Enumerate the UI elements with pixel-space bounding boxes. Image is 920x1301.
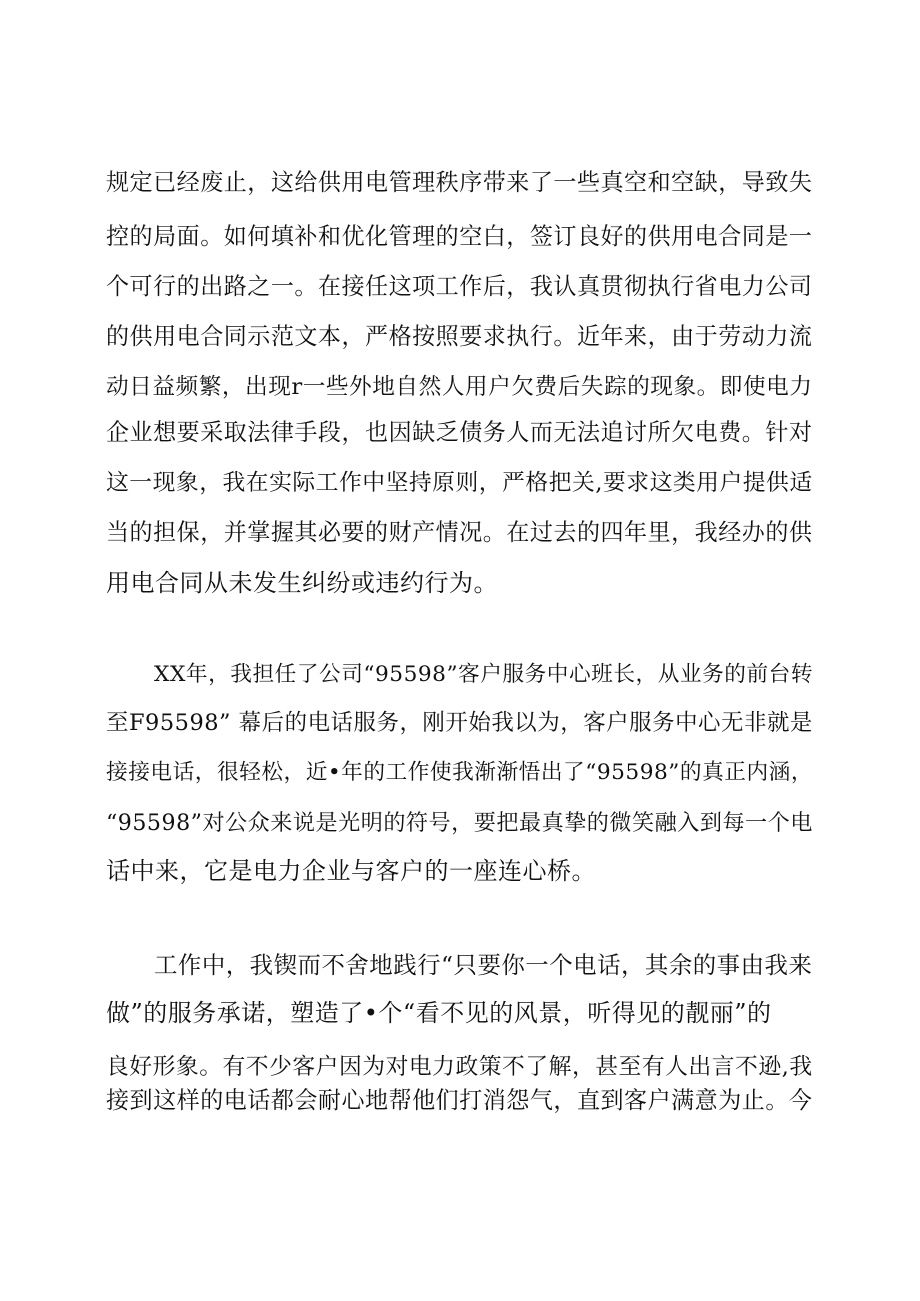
text-line: 话中来，它是电力企业与客户的一座连心桥。	[106, 857, 596, 885]
text-line: 用电合同从未发生纠纷或违约行为。	[106, 569, 498, 597]
text-line: 接接电话，很轻松，近•年的工作使我渐渐悟出了“95598”的真正内涵，	[106, 760, 814, 785]
text-line: 良好形象。有不少客户因为对电力政策不了解，甚至有人出言不逊,我	[106, 1054, 813, 1080]
text-line: 的供用电合同示范文本，严格按照要求执行。近年来，由于劳动力流	[106, 324, 813, 350]
text-line: 控的局面。如何填补和优化管理的空白，签订良好的供用电合同是一	[106, 224, 813, 250]
text-line: 规定已经废止，这给供用电管理秩序带来了一些真空和空缺，导致失	[106, 170, 813, 196]
text-line: 接到这样的电话都会耐心地帮他们打消怨气，直到客户满意为止。今	[106, 1088, 813, 1114]
text-line: 至F95598” 幕后的电话服务，刚开始我以为，客户服务中心无非就是	[106, 710, 813, 736]
text-line: “95598”对公众来说是光明的符号，要把最真挚的微笑融入到每一个电	[106, 810, 813, 836]
text-line: 企业想要采取法律手段，也因缺乏债务人而无法追讨所欠电费。针对	[106, 420, 813, 446]
text-line: 个可行的出路之一。在接任这项工作后，我认真贯彻执行省电力公司	[106, 274, 813, 300]
text-line: XX年，我担任了公司“95598”客户服务中心班长，从业务的前台转	[154, 662, 814, 687]
text-line: 当的担保，并掌握其必要的财产情况。在过去的四年里，我经办的供	[106, 520, 813, 546]
text-line: 动日益频繁，出现r一些外地自然人用户欠费后失踪的现象。即使电力	[106, 374, 813, 400]
text-line: 做”的服务承诺，塑造了•个“看不见的风景，听得见的靓丽”的	[106, 999, 772, 1027]
text-line: 工作中，我锲而不舍地践行“只要你一个电话，其余的事由我来	[154, 951, 813, 979]
text-line: 这一现象，我在实际工作中坚持原则，严格把关,要求这类用户提供适	[106, 470, 813, 496]
